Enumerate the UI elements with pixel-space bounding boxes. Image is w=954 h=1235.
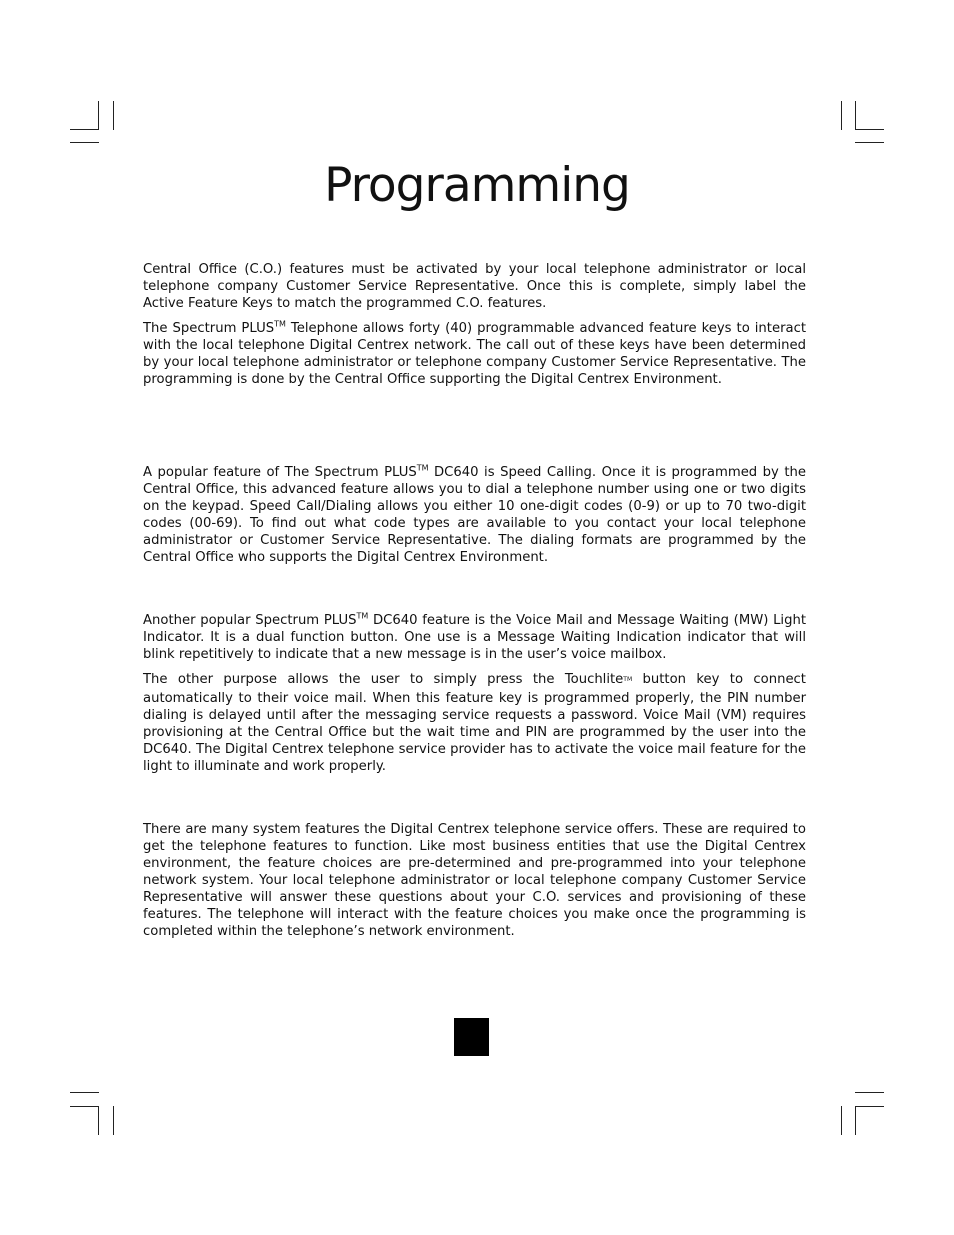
trademark-mark: TM <box>274 319 286 329</box>
text-run: button key to connect automatically to their voice mail. When this feature key is programmed properly, the PIN number dialing is delayed until after the messaging service requests a password. Voice Mail (VM) requires provisioning at the Central Office but the wait time and PIN are programmed by the user into the DC640. The Digital Centrex telephone service provider has to activate the voice mail feature for the light to illuminate and work properly. <box>143 672 806 774</box>
trademark-mark: TM <box>623 676 633 683</box>
system-features-section <box>143 821 806 940</box>
crop-mark <box>855 1106 856 1135</box>
crop-mark <box>855 129 884 130</box>
speed-calling-paragraph <box>143 464 806 566</box>
crop-mark <box>70 1092 99 1093</box>
text-run: Telephone allows forty (40) programmable advanced feature keys to interact with the local telephone Digital Centrex network. The call out of these keys have been determined by your local telephone administrator or telephone company Customer Service Representative. The programming is done by the Central Office supporting the Digital Centrex Environment. <box>143 321 806 387</box>
crop-mark <box>113 101 114 130</box>
crop-mark <box>855 1106 884 1107</box>
trademark-mark: TM <box>356 611 369 621</box>
trademark-mark: TM <box>416 463 429 473</box>
crop-mark <box>70 1106 99 1107</box>
page-title: Programming <box>324 158 630 213</box>
crop-mark <box>98 101 99 130</box>
intro-paragraph-1: Central Office (C.O.) features must be activated by your local telephone administrator or local telephone company Customer Service Representative. Once this is complete, simply label the Active Feature Keys to match the programmed C.O. features. <box>143 262 806 311</box>
crop-mark <box>70 129 99 130</box>
voice-mail-section <box>143 612 806 775</box>
text-run: DC640 feature is the Voice Mail and Message Waiting (MW) Light Indicator. It is a dual function button. One use is a Message Waiting Indication indicator that will blink repetitively to indicate that a new message is in the user’s voice mailbox. <box>143 613 806 662</box>
voice-mail-paragraph-2 <box>143 671 806 775</box>
intro-paragraph-2 <box>143 320 806 388</box>
page-number-tab <box>454 1018 489 1056</box>
intro-section <box>143 261 806 388</box>
text-run: The other purpose allows the user to simply press the Touchlite <box>143 672 624 687</box>
speed-calling-section <box>143 464 806 566</box>
crop-mark <box>98 1106 99 1135</box>
crop-mark <box>855 101 856 130</box>
text-run: A popular feature of The Spectrum PLUS <box>143 465 417 480</box>
text-run: Another popular Spectrum PLUS <box>143 613 357 628</box>
system-features-paragraph: There are many system features the Digital Centrex telephone service offers. These are required to get the telephone features to function. Like most business entities that use the Digital Centrex environment, the feature choices are pre-determined and pre-programmed into your telephone network system. Your local telephone administrator or local telephone company Customer Service Representative will answer these questions about your C.O. services and provisioning of these features. The telephone will interact with the feature choices you make once the programming is completed within the telephone’s network environment. <box>143 822 806 939</box>
crop-mark <box>70 142 99 143</box>
page-content <box>143 261 806 940</box>
crop-mark <box>855 1092 884 1093</box>
text-run: DC640 is Speed Calling. Once it is programmed by the Central Office, this advanced feature allows you to dial a telephone number using one or two digits on the keypad. Speed Call/Dialing allows you either 10 one-digit codes (0-9) or up to 70 two-digit codes (00-69). To find out what code types are available to you contact your local telephone administrator or Customer Service Representative. The dialing formats are programmed by the Central Office who supports the Digital Centrex Environment. <box>143 465 806 565</box>
crop-mark <box>841 1106 842 1135</box>
crop-mark <box>113 1106 114 1135</box>
text-run: The Spectrum PLUS <box>143 321 275 336</box>
crop-mark <box>841 101 842 130</box>
crop-mark <box>855 142 884 143</box>
voice-mail-paragraph-1 <box>143 612 806 663</box>
